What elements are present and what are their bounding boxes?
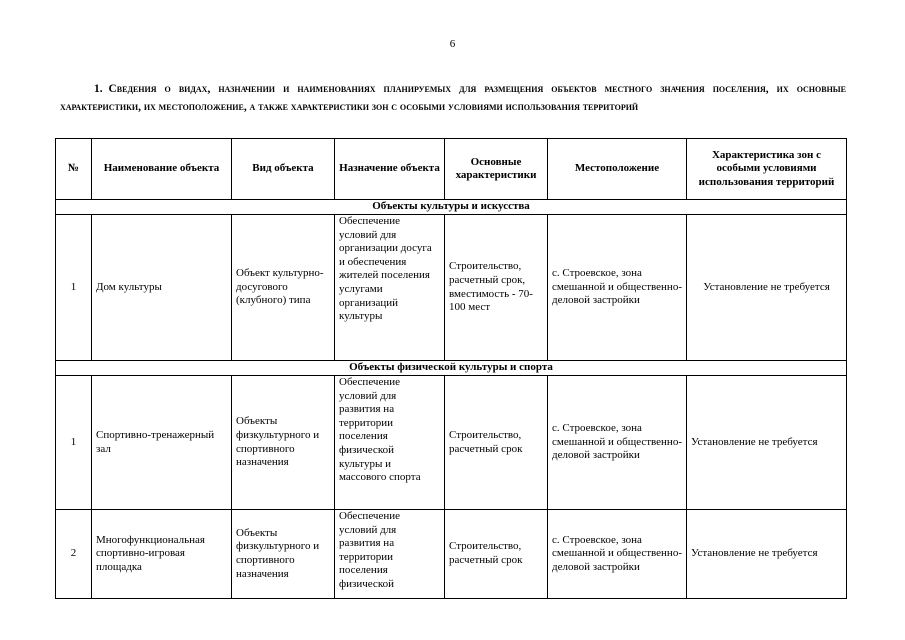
heading-number: 1.	[94, 83, 103, 95]
cell-number: 2	[56, 510, 92, 599]
cell-purpose: Обеспечение условий для организации досуга и обеспечения жителей поселения услугами организаций культуры	[335, 215, 445, 361]
cell-type: Объекты физкультурного и спортивного назначения	[232, 510, 335, 599]
cell-zones: Установление не требуется	[687, 376, 847, 510]
cell-location: с. Строевское, зона смешанной и общественно-деловой застройки	[548, 376, 687, 510]
header-location: Местоположение	[548, 139, 687, 200]
cell-characteristics: Строительство, расчетный срок, вместимость - 70-100 мест	[445, 215, 548, 361]
cell-zones: Установление не требуется	[687, 510, 847, 599]
header-characteristics: Основные характеристики	[445, 139, 548, 200]
cell-type: Объекты физкультурного и спортивного назначения	[232, 376, 335, 510]
header-zones: Характеристика зон с особыми условиями использования территорий	[687, 139, 847, 200]
cell-purpose: Обеспечение условий для развития на территории поселения физической	[335, 510, 445, 599]
header-name: Наименование объекта	[92, 139, 232, 200]
header-purpose: Назначение объекта	[335, 139, 445, 200]
section-title: Объекты физической культуры и спорта	[56, 361, 847, 376]
cell-characteristics: Строительство, расчетный срок	[445, 376, 548, 510]
cell-name: Спортивно-тренажерный зал	[92, 376, 232, 510]
cell-name: Многофункциональная спортивно-игровая площадка	[92, 510, 232, 599]
heading-text: Сведения о видах, назначении и наименованиях планируемых для размещения объектов местного значения поселения, их основные характеристики, их местоположение, а также характеристики зон с особыми условиями использования территорий	[60, 83, 846, 113]
table-header-row	[56, 139, 847, 200]
page-number: 6	[449, 38, 456, 50]
objects-table	[55, 138, 847, 599]
cell-number: 1	[56, 376, 92, 510]
table-row	[56, 510, 847, 599]
section-title: Объекты культуры и искусства	[56, 200, 847, 215]
cell-purpose: Обеспечение условий для развития на территории поселения физической культуры и массового спорта	[335, 376, 445, 510]
header-type: Вид объекта	[232, 139, 335, 200]
cell-location: с. Строевское, зона смешанной и общественно-деловой застройки	[548, 215, 687, 361]
header-number: №	[56, 139, 92, 200]
section-row-sport	[56, 361, 847, 376]
table-row	[56, 376, 847, 510]
section-row-culture	[56, 200, 847, 215]
table-row	[56, 215, 847, 361]
cell-characteristics: Строительство, расчетный срок	[445, 510, 548, 599]
section-heading	[60, 80, 846, 116]
cell-location: с. Строевское, зона смешанной и общественно-деловой застройки	[548, 510, 687, 599]
cell-name: Дом культуры	[92, 215, 232, 361]
cell-number: 1	[56, 215, 92, 361]
cell-type: Объект культурно-досугового (клубного) типа	[232, 215, 335, 361]
cell-zones: Установление не требуется	[687, 215, 847, 361]
